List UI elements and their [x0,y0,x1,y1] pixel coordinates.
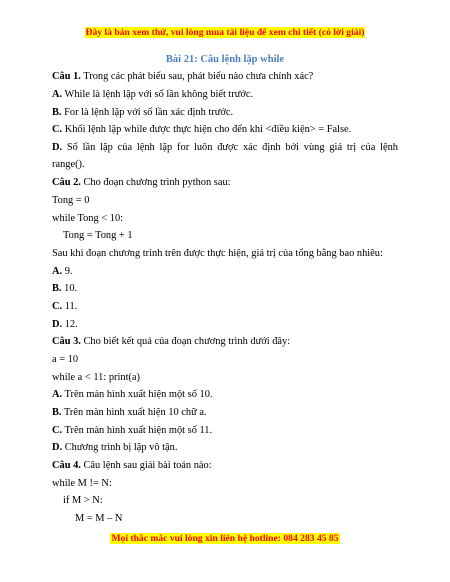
option-key: D. [52,319,63,330]
option-key: D. [52,142,63,153]
question-2-option-b [52,283,398,295]
question-text: Câu lệnh sau giải bài toán nào: [80,460,212,471]
hotline-footer-banner [0,533,450,544]
question-3-option-d [52,442,398,454]
code-line: if M > N: [63,495,103,506]
option-key: A. [52,266,63,277]
question-3-option-a [52,389,398,401]
question-3-option-c [52,425,398,437]
option-text: Trên màn hình xuất hiện 10 chữ a. [61,407,207,418]
option-text: Trên màn hình xuất hiện một số 10. [62,389,213,400]
question-label: Câu 4. [52,460,81,471]
option-key: B. [52,283,62,294]
option-text: For là lệnh lặp với số lần xác định trước. [61,107,234,118]
option-text: Số lần lặp của lệnh lặp for luôn được xác định bởi vùng giá trị của lệnh [62,142,398,153]
question-label: Câu 2. [52,177,81,188]
question-2-prompt: Sau khi đoạn chương trình trên được thực hiện, giá trị của tổng bằng bao nhiêu: [52,248,383,259]
option-key: C. [52,301,63,312]
question-1-option-a [52,89,398,101]
code-line: while M != N: [52,478,112,489]
question-1-stem [52,71,398,83]
question-label: Câu 1. [52,71,81,82]
option-text: 9. [62,266,73,277]
question-label: Câu 3. [52,336,81,347]
question-2-stem [52,177,398,189]
option-text: Chương trình bị lặp vô tận. [62,442,178,453]
preview-notice-text: Đây là bản xem thử, vui lòng mua tài liệu để xem chi tiết (có lời giải) [85,27,365,38]
lesson-title: Bài 21: Câu lệnh lặp while [165,54,285,65]
question-text: Trong các phát biểu sau, phát biểu nào chưa chính xác? [80,71,314,82]
hotline-footer-text: Mọi thắc mắc vui lòng xin liên hệ hotline: 084 283 45 85 [111,533,339,544]
option-text: 10. [61,283,78,294]
code-line: Tong = 0 [52,195,90,206]
option-key: A. [52,389,63,400]
question-text: Cho đoạn chương trình python sau: [80,177,231,188]
code-line: M = M – N [75,513,123,524]
question-1-option-c [52,124,398,136]
option-key: C. [52,425,63,436]
option-text: Khối lệnh lặp while được thực hiện cho đến khi <điều kiện> = False. [62,124,352,135]
question-2-option-d [52,319,398,331]
code-line: Tong = Tong + 1 [63,230,133,241]
option-text: While là lệnh lặp với số lần không biết trước. [62,89,254,100]
question-4-stem [52,460,398,472]
code-line: a = 10 [52,354,79,365]
question-2-option-a [52,266,398,278]
option-key: D. [52,442,63,453]
option-text: Trên màn hình xuất hiện một số 11. [62,425,213,436]
preview-notice-banner [0,27,450,38]
code-line: while Tong < 10: [52,213,124,224]
question-3-stem [52,336,398,348]
option-key: B. [52,107,62,118]
question-3-option-b [52,407,398,419]
option-key: A. [52,89,63,100]
code-line: while a < 11: print(a) [52,372,140,383]
question-text: Cho biết kết quả của đoạn chương trình dưới đây: [80,336,291,347]
option-key: C. [52,124,63,135]
question-2-option-c [52,301,398,313]
option-key: B. [52,407,62,418]
question-1-option-b [52,107,398,119]
question-1-option-d-continuation: range(). [52,159,85,170]
question-1-option-d [52,142,398,154]
option-text: 12. [62,319,78,330]
option-text: 11. [62,301,78,312]
